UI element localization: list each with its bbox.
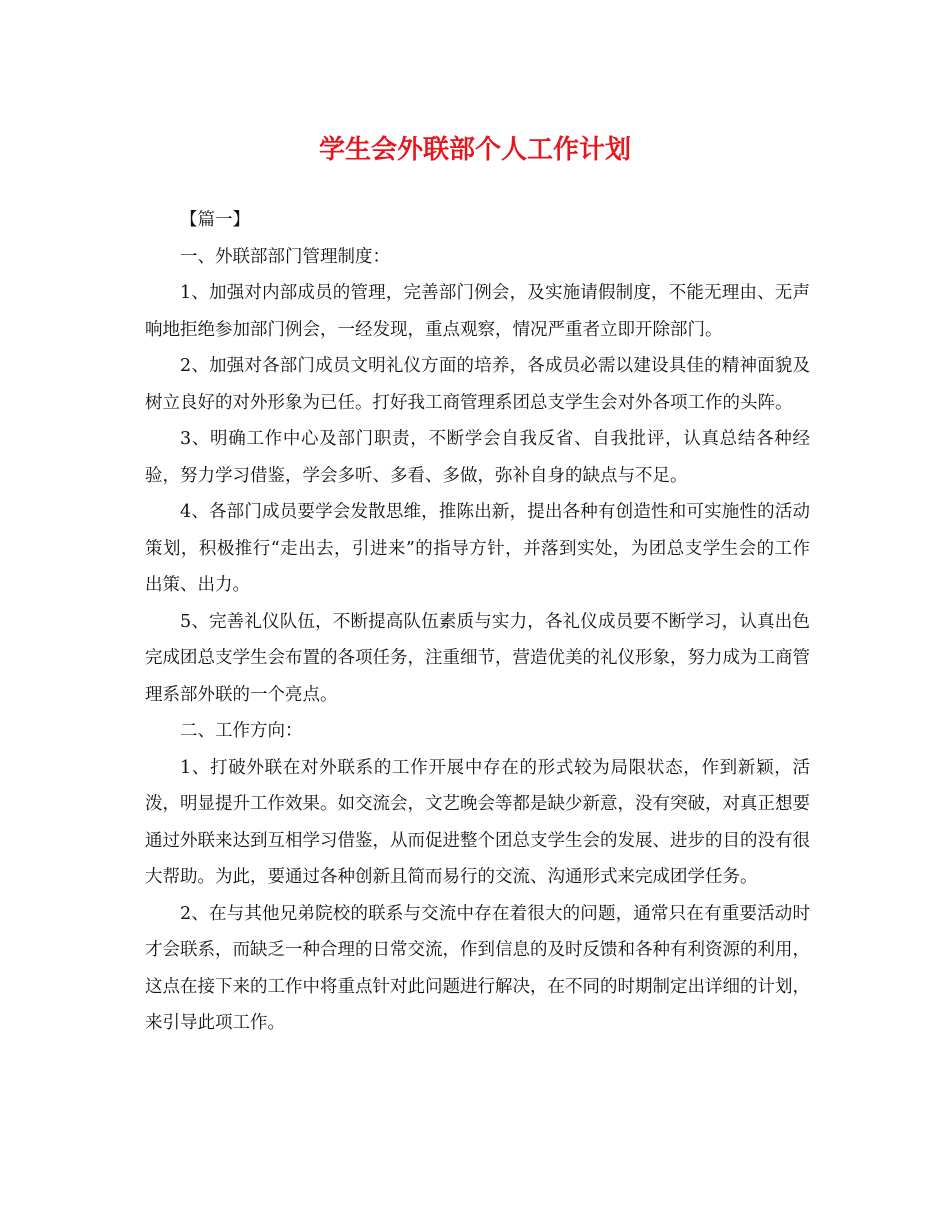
paragraph-1-1: 1、加强对内部成员的管理，完善部门例会，及实施请假制度，不能无理由、无声响地拒绝参加部门例会，一经发现，重点观察，情况严重者立即开除部门。 (145, 283, 810, 340)
paragraph-1-2: 2、加强对各部门成员文明礼仪方面的培养，各成员必需以建设具佳的精神面貌及树立良好的对外形象为已任。打好我工商管理系团总支学生会对外各项工作的头阵。 (145, 356, 810, 413)
document-title: 学生会外联部个人工作计划 (318, 135, 631, 165)
section-label: 【篇一】 (180, 210, 250, 230)
document-body (145, 202, 810, 1042)
paragraph-1-4: 4、各部门成员要学会发散思维，推陈出新，提出各种有创造性和可实施性的活动策划，积极推行“走出去，引进来”的指导方针，并落到实处，为团总支学生会的工作出策、出力。 (145, 502, 810, 595)
section-heading-2: 二、工作方向： (180, 721, 303, 741)
paragraph-1-5: 5、完善礼仪队伍，不断提高队伍素质与实力，各礼仪成员要不断学习，认真出色完成团总支学生会布置的各项任务，注重细节，营造优美的礼仪形象，努力成为工商管理系部外联的一个亮点。 (145, 611, 810, 705)
paragraph-2-2: 2、在与其他兄弟院校的联系与交流中存在着很大的问题，通常只在有重要活动时才会联系，而缺乏一种合理的日常交流，作到信息的及时反馈和各种有利资源的利用，这点在接下来的工作中将重点针对此问题进行解决，在不同的时期制定出详细的计划，来引导此项工作。 (145, 903, 810, 1033)
paragraph-2-1: 1、打破外联在对外联系的工作开展中存在的形式较为局限状态，作到新颖，活泼，明显提升工作效果。如交流会，文艺晚会等都是缺少新意，没有突破，对真正想要通过外联来达到互相学习借鉴，从而促进整个团总支学生会的发展、进步的目的没有很大帮助。为此，要通过各种创新且简而易行的交流、沟通形式来完成团学任务。 (145, 757, 810, 887)
section-heading-1: 一、外联部部门管理制度： (180, 246, 390, 267)
paragraph-1-3: 3、明确工作中心及部门职责，不断学会自我反省、自我批评，认真总结各种经验，努力学习借鉴，学会多听、多看、多做，弥补自身的缺点与不足。 (145, 429, 810, 486)
